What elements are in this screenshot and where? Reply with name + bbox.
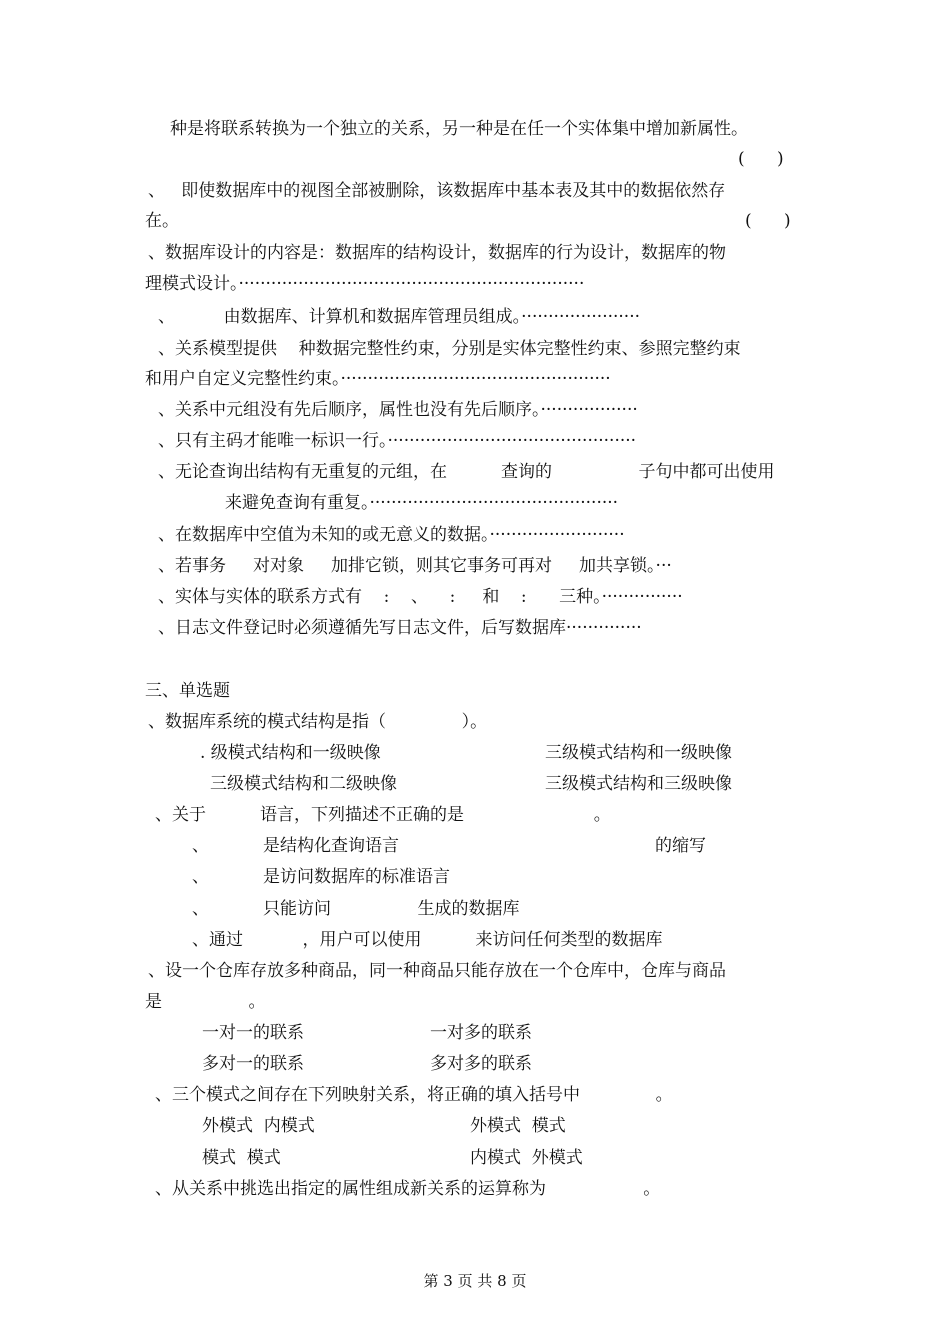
tf-line-4: 、数据库设计的内容是：数据库的结构设计，数据库的行为设计，数据库的物 [148, 243, 726, 263]
tf-line-7: 、关系模型提供 种数据完整性约束，分别是实体完整性约束、参照完整约束 [158, 339, 741, 359]
question-2-option-a-tail: 的缩写 [655, 836, 706, 856]
question-2-option-d: 、通过 ，用户可以使用 来访问任何类型的数据库 [192, 930, 663, 950]
question-3-option-a: 一对一的联系 [202, 1023, 304, 1043]
question-2-stem: 、关于 语言，下列描述不正确的是 。 [155, 805, 611, 825]
tf-line-15: 、实体与实体的联系方式有 : 、 : 和 : 三种。··············· [158, 587, 683, 607]
tf-line-3: 在。 [145, 211, 179, 231]
answer-parens-3: ( ) [745, 211, 791, 231]
tf-line-8: 和用户自定义完整性约束。·················································· [145, 369, 611, 389]
page-footer: 第 3 页 共 8 页 [423, 1272, 527, 1290]
question-3-option-d: 多对多的联系 [430, 1054, 532, 1074]
section-title: 三、单选题 [145, 681, 230, 701]
question-3-option-b: 一对多的联系 [430, 1023, 532, 1043]
tf-line-6: 、 由数据库、计算机和数据库管理员组成。······················ [158, 307, 641, 327]
question-1-option-c: 三级模式结构和二级映像 [210, 774, 397, 794]
question-3-stem: 、设一个仓库存放多种商品，同一种商品只能存放在一个仓库中，仓库与商品 [148, 961, 726, 981]
question-5-stem: 、从关系中挑选出指定的属性组成新关系的运算称为 。 [155, 1179, 661, 1199]
question-2-option-c: 、 只能访问 生成的数据库 [192, 899, 520, 919]
tf-line-10: 、只有主码才能唯一标识一行。·············································· [158, 431, 637, 451]
question-2-option-a: 、 是结构化查询语言 [192, 836, 400, 856]
question-1-option-a: . 级模式结构和一级映像 [200, 743, 381, 763]
question-3-option-c: 多对一的联系 [202, 1054, 304, 1074]
tf-line-14: 、若事务 对对象 加排它锁，则其它事务可再对 加共享锁。··· [158, 556, 672, 576]
question-1-option-d: 三级模式结构和三级映像 [545, 774, 732, 794]
question-4-option-a: 外模式 内模式 [202, 1116, 315, 1136]
tf-line-1: 种是将联系转换为一个独立的关系，另一种是在任一个实体集中增加新属性。 [170, 119, 748, 139]
tf-line-11: 、无论查询出结构有无重复的元组，在 查询的 子句中都可出使用 [158, 462, 775, 482]
tf-line-9: 、关系中元组没有先后顺序，属性也没有先后顺序。·················· [158, 400, 638, 420]
question-1-option-b: 三级模式结构和一级映像 [545, 743, 732, 763]
question-1-stem: 、数据库系统的模式结构是指（ ）。 [148, 712, 488, 732]
tf-line-16: 、日志文件登记时必须遵循先写日志文件，后写数据库·············· [158, 618, 642, 638]
tf-line-12: 来避免查询有重复。·············································· [225, 493, 619, 513]
tf-line-13: 、在数据库中空值为未知的或无意义的数据。························· [158, 525, 625, 545]
question-4-option-b: 外模式 模式 [470, 1116, 566, 1136]
tf-line-2: 、 即使数据库中的视图全部被删除，该数据库中基本表及其中的数据依然存 [148, 181, 726, 201]
question-4-option-c: 模式 模式 [202, 1148, 281, 1168]
question-4-stem: 、三个模式之间存在下列映射关系，将正确的填入括号中 。 [155, 1085, 673, 1105]
answer-parens-1: ( ) [738, 149, 784, 169]
question-4-option-d: 内模式 外模式 [470, 1148, 583, 1168]
question-3-stem-cont: 是 。 [145, 992, 266, 1012]
question-2-option-b: 、 是访问数据库的标准语言 [192, 867, 451, 887]
tf-line-5: 理模式设计。································································ [145, 274, 585, 294]
